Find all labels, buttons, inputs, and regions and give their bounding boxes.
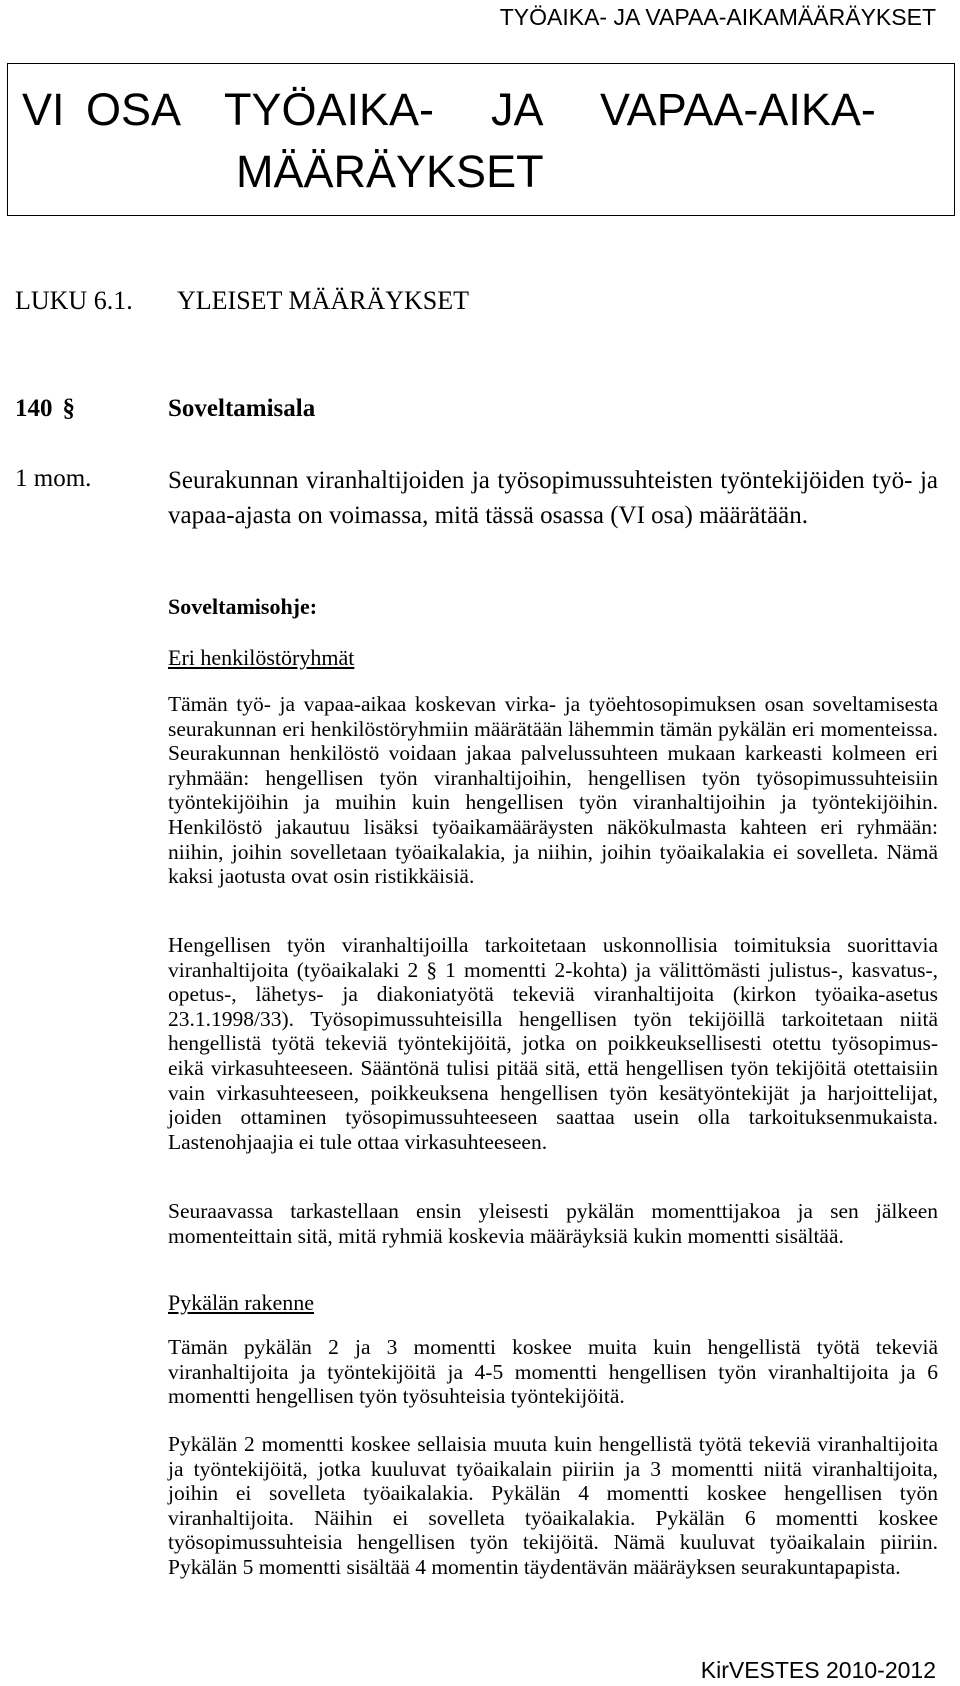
guide-subheading-groups: Eri henkilöstöryhmät [168,645,355,670]
running-header: TYÖAIKA- JA VAPAA-AIKAMÄÄRÄYKSET [499,4,936,30]
section-number: 140 [15,395,53,422]
guide-subheading-structure: Pykälän rakenne [168,1290,314,1315]
section-symbol: § [62,395,75,422]
moment-label: 1 mom. [15,465,92,492]
part-title-line1 [22,84,876,136]
part-title-word: JA [491,84,544,135]
guide-paragraph: Tämän pykälän 2 ja 3 momentti koskee muita kuin hengellistä työtä tekeviä viranhaltijoita ja työntekijöitä ja 4-5 momentti hengellisen työn viranhaltijoita ja 6 momentti hengellisen työn työsuhteisia työntekijöitä. [168,1335,938,1409]
chapter-title: YLEISET MÄÄRÄYKSET [177,286,470,315]
section-title: Soveltamisala [168,395,316,422]
guide-paragraph: Tämän työ- ja vapaa-aikaa koskevan virka- ja työehtosopimuksen osan soveltamisesta seurakunnan eri henkilöstöryhmiin määrätään lähemmin tämän pykälän eri momenteissa. Seurakunnan henkilöstö voidaan jakaa palvelussuhteen mukaan karkeasti kolmeen eri ryhmään: hengellisen työn viranhaltijoihin, hengellisen työn työsopimussuhteisiin työntekijöihin ja muihin kuin hengellisen työn viranhaltijoihin ja työntekijöihin. Henkilöstö jakautuu lisäksi työaikamääräysten näkökulmasta kahteen eri ryhmään: niihin, joihin sovelletaan työaikalakia, ja niihin, joihin työaikalakia ei sovelleta. Nämä kaksi jaotusta ovat osin ristikkäisiä. [168,692,938,889]
section-heading [15,395,316,423]
guide-paragraph: Hengellisen työn viranhaltijoilla tarkoitetaan uskonnollisia toimituksia suorittavia viranhaltijoita (työaikalaki 2 § 1 momentti 2-kohta) ja välittömästi julistus-, kasvatus-, opetus-, lähetys- ja diakoniatyötä tekeviä viranhaltijoita (kirkon työaika-asetus 23.1.1998/33). Työsopimussuhteisilla hengellisen työn tekijöillä tarkoitetaan niitä hengellistä työtä tekeviä työntekijöitä, jotka on poikkeuksellisesti otettu työsopimus- eikä virkasuhteeseen. Sääntönä tulisi pitää sitä, että hengellisen työn tekijöitä otettaisiin vain virkasuhteeseen, poikkeuksena hengellisen työn kesätyöntekijät ja harjoittelijat, joiden ottaminen työsopimussuhteeseen saattaa usein olla tarkoituksenmukaista. Lastenohjaajia ei tule ottaa virkasuhteeseen. [168,933,938,1154]
part-title-word: VI OSA [22,84,182,135]
chapter-heading [15,286,469,316]
part-title-box [7,63,955,216]
part-title-word: TYÖAIKA- [224,84,435,135]
part-title-word: VAPAA-AIKA- [600,84,876,135]
guide-heading: Soveltamisohje: [168,594,318,619]
moment-text: Seurakunnan viranhaltijoiden ja työsopimussuhteisten työntekijöiden työ- ja vapaa-ajasta on voimassa, mitä tässä osassa (VI osa) määrätään. [168,467,938,529]
part-title-line2: MÄÄRÄYKSET [236,146,544,197]
chapter-number: LUKU 6.1. [15,286,133,315]
page-footer: KirVESTES 2010-2012 [700,1657,936,1683]
guide-paragraph: Seuraavassa tarkastellaan ensin yleisesti pykälän momenttijakoa ja sen jälkeen momenteittain sitä, mitä ryhmiä koskevia määräyksiä kukin momentti sisältää. [168,1199,938,1248]
guide-paragraph: Pykälän 2 momentti koskee sellaisia muuta kuin hengellistä työtä tekeviä viranhaltijoita ja työntekijöitä, jotka kuuluvat työaikalain piiriin ja 3 momentti niitä viranhaltijoita, joihin ei sovelleta työaikalakia. Pykälän 4 momentti koskee hengellisen työn viranhaltijoita. Näihin ei sovelleta työaikalakia. Pykälän 6 momentti koskee työsopimussuhteisia hengellisen työn tekijöitä. Nämä kuuluvat työaikalain piiriin. Pykälän 5 momentti sisältää 4 momentin täydentävän määräyksen seurakuntapapista. [168,1432,938,1579]
